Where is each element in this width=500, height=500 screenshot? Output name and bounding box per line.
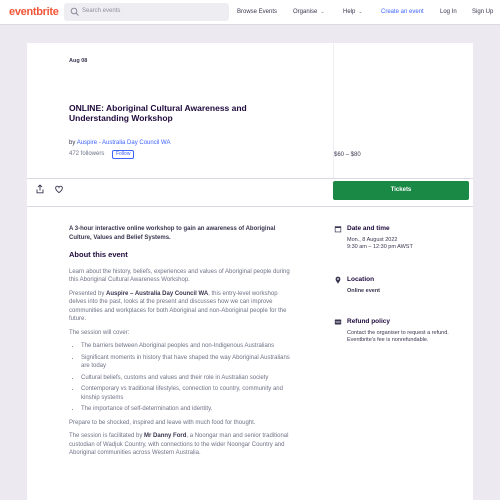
follow-button[interactable]: Follow [112,150,134,159]
nav-browse-events[interactable]: Browse Events [237,9,278,15]
event-hero [27,43,333,178]
followers-count: 472 followers [69,151,105,157]
list-item: • The barriers between Aboriginal peoples and non-Indigenous Australians [81,342,294,351]
session-topics-list [81,342,294,414]
event-title: ONLINE: Aboriginal Cultural Awareness and Understanding Workshop [69,103,247,123]
refund-heading-label: Refund policy [347,318,390,325]
search-input[interactable] [64,3,229,21]
date-time-heading-label: Date and time [347,225,390,232]
nav-organise-label: Organise [293,9,318,15]
about-paragraph: Prepare to be shocked, inspired and leave with much food for thought. [69,419,256,426]
search-icon [70,7,80,17]
location-value: Online event [347,288,381,294]
date-time-heading [334,225,464,232]
text: The session is facilitated by [69,433,145,439]
divider [27,206,473,207]
about-paragraph: Learn about the history, beliefs, experiences and values of Aboriginal people during this Aboriginal Cultural Awareness Workshop. [69,268,290,283]
organiser-link[interactable]: Auspire - Australia Day Council WA [76,140,171,146]
heart-icon[interactable] [54,184,64,194]
map-pin-icon [334,276,342,284]
list-item: • Cultural beliefs, customs and values and their role in Australian society [81,374,294,383]
location-heading [334,276,464,283]
text: , this entry-level workshop delves into the past, looks at the present and discusses how we can improve communities and workplaces for both Aboriginal and non-Aboriginal people for the future. [69,290,287,322]
nav-help[interactable] [343,9,363,15]
refund-heading [334,318,464,325]
facilitator-name: Mr Danny Ford [144,433,187,439]
nav-organise[interactable] [293,9,325,15]
location-section [334,276,464,295]
organiser-name: Auspire – Australia Day Council WA [106,290,209,297]
event-summary: A 3-hour interactive online workshop to gain an awareness of Aboriginal Culture, Values and Belief Systems. [69,226,276,241]
event-price: $60 – $80 [334,152,361,158]
by-prefix: by [69,140,76,146]
about-heading: About this event [69,250,128,259]
divider [27,178,473,179]
event-card [27,43,473,500]
location-heading-label: Location [347,276,375,283]
chevron-down-icon: ⌄ [320,9,325,15]
nav-signup[interactable]: Sign Up [472,9,494,15]
date-line: Mon., 8 August 2022 [347,237,398,243]
event-description [69,225,294,463]
nav-create-event[interactable]: Create an event [381,9,424,15]
list-item: • The importance of self-determination and identity. [81,405,294,414]
refund-section [334,318,464,344]
chevron-down-icon: ⌄ [358,9,363,15]
text: Presented by [69,290,107,297]
date-time-section [334,225,464,251]
top-navigation-bar [0,0,500,25]
text: , a Noongar man and senior traditional custodian of Wadjuk Country, with connections to the wider Noongar Country and Aboriginal communities across Western Australia. [69,433,289,456]
nav-login[interactable]: Log In [440,9,457,15]
about-paragraph: The session will cover: [69,329,130,336]
tickets-button[interactable]: Tickets [333,181,469,200]
event-date-short: Aug 08 [69,58,88,64]
refund-icon [334,318,342,326]
about-paragraph [69,290,294,324]
eventbrite-logo[interactable]: eventbrite [9,6,59,18]
share-icon[interactable] [35,184,45,194]
search-placeholder: Search events [82,8,121,14]
about-paragraph [69,432,294,458]
organiser-line [69,140,171,146]
nav-help-label: Help [343,9,356,15]
refund-text: Contact the organiser to request a refund. Eventbrite's fee is nonrefundable. [347,330,449,343]
time-line: 9:30 am – 12:30 pm AWST [347,244,413,250]
list-item: • Contemporary vs traditional lifestyles, connection to country, community and kinship systems [81,385,294,402]
list-item: • Significant moments in history that have shaped the way Aboriginal Australians are today [81,354,294,371]
calendar-icon [334,225,342,233]
